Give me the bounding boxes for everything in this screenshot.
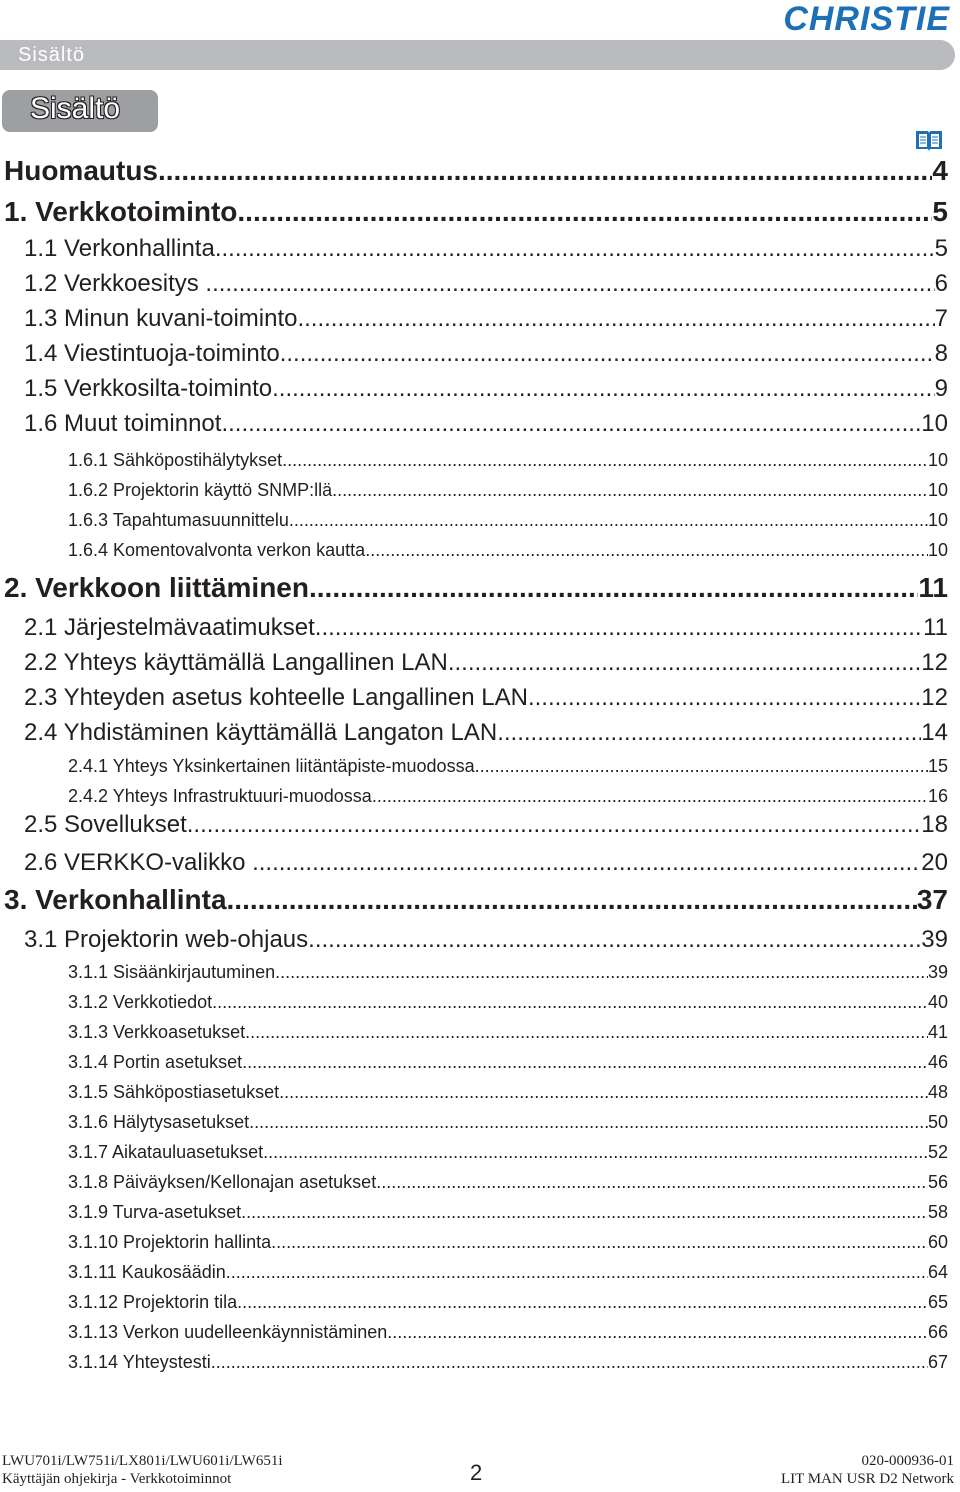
toc-leader-dots (308, 926, 921, 954)
toc-leader-dots (289, 510, 928, 531)
toc-leader-dots (263, 1142, 928, 1163)
toc-entry-page: 12 (921, 684, 948, 711)
toc-entry-page: 12 (921, 649, 948, 676)
toc-entry[interactable] (4, 570, 948, 604)
toc-leader-dots (249, 1112, 928, 1133)
toc-leader-dots (212, 270, 935, 298)
toc-entry-label: 3. Verkonhallinta (4, 884, 227, 915)
toc-entry-page: 10 (927, 510, 948, 530)
toc-entry[interactable] (24, 847, 948, 877)
toc-entry-page: 14 (921, 719, 948, 746)
toc-entry[interactable] (68, 477, 948, 501)
toc-entry-page: 60 (927, 1232, 948, 1252)
toc-entry-label: 2.2 Yhteys käyttämällä Langallinen LAN (24, 649, 448, 676)
toc-leader-dots (187, 811, 922, 839)
toc-entry-page: 64 (927, 1262, 948, 1282)
toc-leader-dots (211, 1352, 928, 1373)
toc-leader-dots (237, 1292, 928, 1313)
toc-entry[interactable] (24, 924, 948, 954)
toc-entry[interactable] (68, 1109, 948, 1133)
toc-entry[interactable] (24, 682, 948, 712)
toc-entry-page: 4 (932, 155, 948, 186)
toc-entry-label: 3.1.2 Verkkotiedot (68, 992, 213, 1012)
toc-entry[interactable] (68, 1349, 948, 1373)
toc-entry[interactable] (68, 753, 948, 777)
toc-entry-label: 3.1.6 Hälytysasetukset (68, 1112, 250, 1132)
toc-entry-page: 37 (916, 884, 948, 915)
toc-entry[interactable] (68, 783, 948, 807)
toc-entry-label: 3.1.5 Sähköpostiasetukset (68, 1082, 280, 1102)
toc-entry-label: 3.1.9 Turva-asetukset (68, 1202, 242, 1222)
toc-entry-label: 3.1.13 Verkon uudelleenkäynnistäminen (68, 1322, 388, 1342)
toc-leader-dots (372, 786, 928, 807)
toc-leader-dots (212, 992, 928, 1013)
toc-entry-page: 16 (927, 786, 948, 806)
toc-entry-label: 2.4.1 Yhteys Yksinkertainen liitäntäpiste-muodossa (68, 756, 475, 776)
toc-entry-page: 40 (927, 992, 948, 1012)
toc-entry[interactable] (68, 1199, 948, 1223)
toc-leader-dots (376, 1172, 928, 1193)
page-title-badge (2, 90, 158, 132)
toc-leader-dots (215, 235, 935, 263)
toc-entry-page: 8 (934, 340, 948, 367)
toc-entry[interactable] (24, 809, 948, 839)
footer-left (2, 1452, 283, 1488)
toc-entry[interactable] (24, 612, 948, 642)
toc-leader-dots (497, 719, 921, 747)
toc-leader-dots (241, 1202, 928, 1223)
toc-entry-label: 1.6.1 Sähköpostihälytykset (68, 450, 283, 470)
toc-leader-dots (309, 572, 918, 604)
toc-entry[interactable] (68, 507, 948, 531)
toc-entry-page: 58 (927, 1202, 948, 1222)
toc-entry-label: 2.3 Yhteyden asetus kohteelle Langallinen LAN (24, 684, 528, 711)
toc-leader-dots (272, 375, 935, 403)
toc-leader-dots (297, 305, 934, 333)
toc-entry-page: 39 (927, 962, 948, 982)
toc-leader-dots (282, 450, 928, 471)
footer-models: LWU701i/LW751i/LX801i/LWU601i/LW651i (2, 1453, 283, 1469)
toc-entry[interactable] (68, 1289, 948, 1313)
toc-leader-dots (237, 196, 932, 228)
book-icon (914, 128, 944, 152)
toc-entry-label: 2.4 Yhdistäminen käyttämällä Langaton LAN (24, 719, 498, 746)
toc-leader-dots (387, 1322, 928, 1343)
toc-entry-label: 2.5 Sovellukset (24, 811, 187, 838)
toc-entry-page: 5 (932, 196, 948, 227)
toc-entry-label: Huomautus (4, 155, 158, 186)
toc-entry[interactable] (68, 989, 948, 1013)
toc-entry[interactable] (68, 1229, 948, 1253)
toc-entry-label: 1.6.3 Tapahtumasuunnittelu (68, 510, 289, 530)
toc-leader-dots (332, 480, 928, 501)
toc-entry-label: 1.5 Verkkosilta-toiminto (24, 375, 273, 402)
toc-entry-label: 1.1 Verkonhallinta (24, 235, 215, 262)
toc-entry-page: 15 (927, 756, 948, 776)
toc-leader-dots (528, 684, 921, 712)
toc-entry-label: 1.2 Verkkoesitys . (24, 270, 213, 297)
toc-entry[interactable] (68, 1019, 948, 1043)
toc-entry[interactable] (4, 153, 948, 187)
toc-entry-page: 10 (921, 410, 948, 437)
toc-entry[interactable] (68, 959, 948, 983)
toc-entry-label: 2. Verkkoon liittäminen (4, 572, 309, 603)
toc-entry-page: 48 (927, 1082, 948, 1102)
toc-entry-page: 50 (927, 1112, 948, 1132)
toc-entry[interactable] (4, 194, 948, 228)
toc-entry-page: 10 (927, 480, 948, 500)
toc-entry-label: 1.4 Viestintuoja-toiminto (24, 340, 280, 367)
toc-entry-page: 66 (927, 1322, 948, 1342)
toc-leader-dots (365, 540, 928, 561)
toc-entry-page: 52 (927, 1142, 948, 1162)
toc-entry-page: 56 (927, 1172, 948, 1192)
toc-entry-page: 11 (923, 614, 948, 641)
toc-leader-dots (226, 1262, 928, 1283)
toc-entry-page: 11 (918, 572, 948, 603)
toc-leader-dots (245, 1022, 928, 1043)
toc-entry[interactable] (24, 717, 948, 747)
toc-entry[interactable] (24, 233, 948, 263)
toc-entry-label: 3.1.11 Kaukosäädin (68, 1262, 226, 1282)
footer-right (781, 1452, 954, 1488)
toc-entry-page: 20 (921, 849, 948, 876)
toc-entry[interactable] (24, 268, 948, 298)
toc-entry-label: 3.1.12 Projektorin tila (68, 1292, 238, 1312)
footer-doc-number: 020-000936-01 (861, 1453, 954, 1469)
footer-manual-title: Käyttäjän ohjekirja - Verkkotoiminnot (2, 1471, 232, 1487)
toc-entry-page: 65 (927, 1292, 948, 1312)
toc-entry[interactable] (68, 1079, 948, 1103)
toc-entry-label: 3.1.3 Verkkoasetukset (68, 1022, 246, 1042)
toc-entry-page: 6 (934, 270, 948, 297)
toc-entry[interactable] (68, 1049, 948, 1073)
toc-entry-label: 2.1 Järjestelmävaatimukset (24, 614, 315, 641)
section-header-label: Sisältö (18, 44, 86, 66)
toc-entry-label: 1.3 Minun kuvani-toiminto (24, 305, 298, 332)
toc-entry-label: 1. Verkkotoiminto (4, 196, 238, 227)
toc-entry[interactable] (68, 1169, 948, 1193)
toc-entry-page: 5 (934, 235, 948, 262)
toc-leader-dots (475, 756, 928, 777)
footer-doc-code: LIT MAN USR D2 Network (780, 1471, 954, 1487)
page-title: Sisältö (30, 92, 121, 125)
toc-leader-dots (448, 649, 921, 677)
toc-entry-page: 9 (934, 375, 948, 402)
toc-entry-label: 1.6.4 Komentovalvonta verkon kautta (68, 540, 366, 560)
toc-entry-page: 7 (934, 305, 948, 332)
toc-entry[interactable] (68, 1139, 948, 1163)
toc-entry-label: 3.1.4 Portin asetukset (68, 1052, 243, 1072)
toc-entry[interactable] (24, 647, 948, 677)
toc-entry[interactable] (68, 447, 948, 471)
toc-leader-dots (158, 155, 932, 187)
toc-entry[interactable] (68, 537, 948, 561)
toc-entry[interactable] (24, 408, 948, 438)
toc-leader-dots (279, 1082, 928, 1103)
toc-entry-label: 2.6 VERKKO-valikko . (24, 849, 259, 876)
toc-leader-dots (242, 1052, 928, 1073)
toc-leader-dots (221, 410, 921, 438)
toc-leader-dots (271, 1232, 928, 1253)
toc-entry-label: 1.6.2 Projektorin käyttö SNMP:llä (68, 480, 333, 500)
toc-entry[interactable] (68, 1319, 948, 1343)
toc-entry[interactable] (24, 338, 948, 368)
toc-leader-dots (227, 884, 917, 916)
toc-entry-label: 3.1.8 Päiväyksen/Kellonajan asetukset (68, 1172, 377, 1192)
toc-entry-page: 18 (921, 811, 948, 838)
toc-leader-dots (315, 614, 923, 642)
toc-entry-page: 10 (927, 450, 948, 470)
toc-entry[interactable] (68, 1259, 948, 1283)
section-header-bar (0, 40, 955, 70)
toc-entry[interactable] (4, 882, 948, 916)
toc-entry-label: 3.1.1 Sisäänkirjautuminen (68, 962, 276, 982)
toc-entry-page: 41 (927, 1022, 948, 1042)
christie-logo: CHRISTIE (783, 0, 950, 38)
toc-leader-dots (280, 340, 935, 368)
toc-entry[interactable] (24, 303, 948, 333)
toc-entry-page: 67 (927, 1352, 948, 1372)
toc-entry[interactable] (24, 373, 948, 403)
toc-entry-page: 46 (927, 1052, 948, 1072)
toc-entry-page: 39 (921, 926, 948, 953)
toc-entry-label: 3.1 Projektorin web-ohjaus (24, 926, 309, 953)
toc-entry-label: 2.4.2 Yhteys Infrastruktuuri-muodossa (68, 786, 372, 806)
toc-entry-label: 3.1.14 Yhteystesti (68, 1352, 211, 1372)
toc-entry-label: 3.1.10 Projektorin hallinta (68, 1232, 272, 1252)
page-number: 2 (470, 1460, 483, 1485)
toc-entry-label: 3.1.7 Aikatauluasetukset (68, 1142, 264, 1162)
toc-leader-dots (275, 962, 928, 983)
toc-leader-dots (259, 849, 922, 877)
toc-entry-label: 1.6 Muut toiminnot (24, 410, 222, 437)
toc-entry-page: 10 (927, 540, 948, 560)
